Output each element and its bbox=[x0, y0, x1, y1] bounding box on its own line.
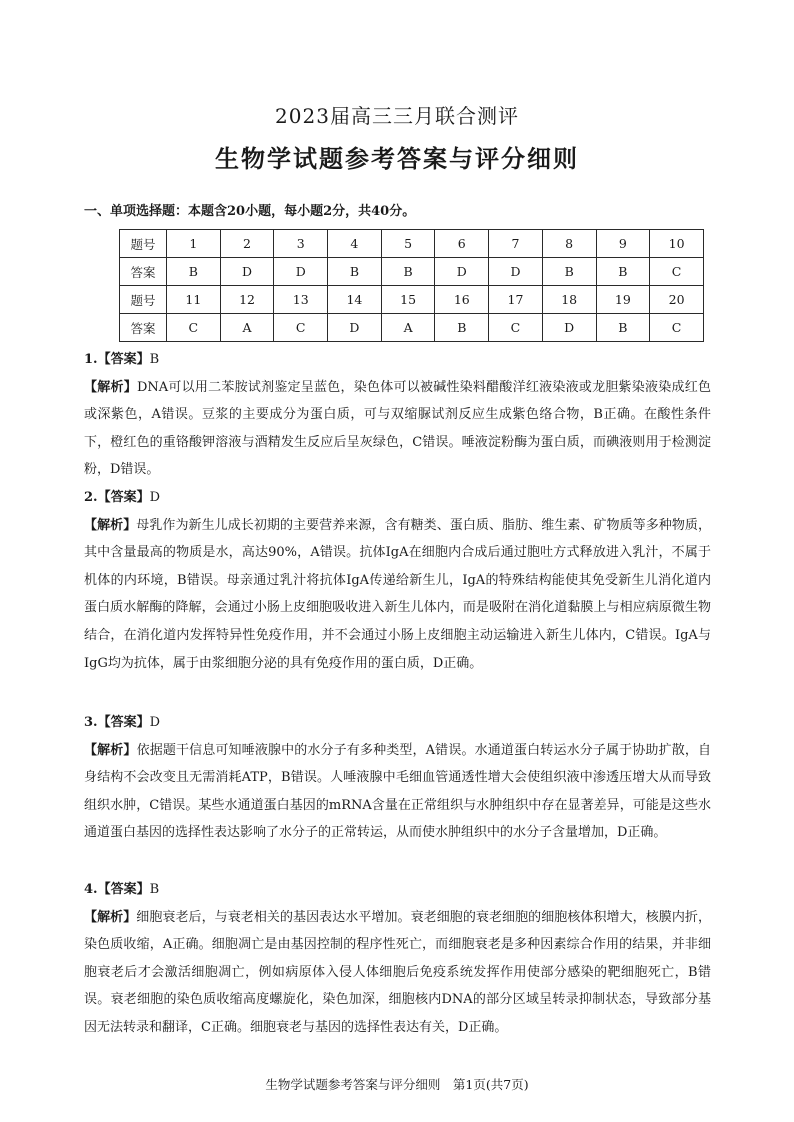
table-cell: 5 bbox=[381, 230, 435, 258]
row-header-cell: 题号 bbox=[120, 286, 167, 314]
table-cell: 1 bbox=[167, 230, 221, 258]
answer-table bbox=[119, 229, 704, 342]
document-title: 生物学试题参考答案与评分细则 bbox=[215, 145, 579, 173]
analysis-paragraph bbox=[84, 374, 711, 484]
page-footer: 生物学试题参考答案与评分细则 第1页(共7页) bbox=[265, 1077, 529, 1092]
question-number: 1. bbox=[84, 352, 98, 367]
table-cell: 14 bbox=[328, 286, 382, 314]
table-cell: B bbox=[167, 258, 221, 286]
table-cell: B bbox=[542, 258, 596, 286]
table-cell: 12 bbox=[220, 286, 274, 314]
answer-value: B bbox=[149, 882, 160, 897]
table-cell: 2 bbox=[220, 230, 274, 258]
table-cell: B bbox=[328, 258, 382, 286]
exam-title: 2023届高三三月联合测评 bbox=[275, 104, 519, 128]
table-cell: 7 bbox=[489, 230, 543, 258]
answer-line bbox=[84, 484, 711, 512]
analysis-text: DNA可以用二苯胺试剂鉴定呈蓝色，染色体可以被碱性染料醋酸洋红液染液或龙胆紫染液染成红色或深紫色，A错误。豆浆的主要成分为蛋白质，可与双缩脲试剂反应生成紫色络合物，B正确。在酸性条件下，橙红色的重铬酸钾溶液与酒精发生反应后呈灰绿色，C错误。唾液淀粉酶为蛋白质，而碘液则用于检测淀粉，D错误。 bbox=[84, 379, 711, 478]
table-cell: 4 bbox=[328, 230, 382, 258]
table-cell: 10 bbox=[650, 230, 704, 258]
table-row bbox=[120, 286, 704, 314]
analysis-label: 【解析】 bbox=[84, 909, 137, 925]
analysis-text: 母乳作为新生儿成长初期的主要营养来源，含有糖类、蛋白质、脂肪、维生素、矿物质等多种物质，其中含量最高的物质是水，高达90%，A错误。抗体IgA在细胞内合成后通过胞吐方式释放进入乳汁，不属于机体的内环境，B错误。母亲通过乳汁将抗体IgA传递给新生儿，IgA的特殊结构能使其免受新生儿消化道内蛋白质水解酶的降解，会通过小肠上皮细胞吸收进入新生儿体内，而是吸附在消化道黏膜上与相应病原微生物结合，在消化道内发挥特异性免疫作用，并不会通过小肠上皮细胞主动运输进入新生儿体内，C错误。IgA与IgG均为抗体，属于由浆细胞分泌的具有免疫作用的蛋白质，D正确。 bbox=[84, 517, 711, 671]
table-cell: 6 bbox=[435, 230, 489, 258]
table-cell: 18 bbox=[542, 286, 596, 314]
table-cell: D bbox=[328, 314, 382, 342]
row-header-cell: 答案 bbox=[120, 314, 167, 342]
answer-value: D bbox=[149, 715, 161, 730]
row-header-cell: 答案 bbox=[120, 258, 167, 286]
answer-label: 【答案】 bbox=[97, 715, 150, 730]
answer-value: D bbox=[149, 490, 161, 505]
analysis-paragraph bbox=[84, 737, 711, 847]
table-row bbox=[120, 258, 704, 286]
table-cell: B bbox=[596, 258, 650, 286]
table-cell: C bbox=[489, 314, 543, 342]
table-cell: B bbox=[596, 314, 650, 342]
question-block bbox=[84, 709, 711, 847]
table-cell: 15 bbox=[381, 286, 435, 314]
section-heading: 一、单项选择题：本题含20小题，每小题2分，共40分。 bbox=[84, 204, 416, 219]
answer-label: 【答案】 bbox=[97, 352, 150, 367]
table-cell: D bbox=[489, 258, 543, 286]
answer-line bbox=[84, 346, 711, 374]
table-cell: D bbox=[220, 258, 274, 286]
analysis-paragraph bbox=[84, 904, 711, 1042]
analysis-text: 细胞衰老后，与衰老相关的基因表达水平增加。衰老细胞的衰老细胞的细胞核体积增大，核膜内折，染色质收缩，A正确。细胞凋亡是由基因控制的程序性死亡，而细胞衰老是多种因素综合作用的结果，并非细胞衰老后才会激活细胞凋亡，例如病原体入侵人体细胞后免疫系统发挥作用使部分感染的靶细胞死亡，B错误。衰老细胞的染色质收缩高度螺旋化，染色加深，细胞核内DNA的部分区域呈转录抑制状态，导致部分基因无法转录和翻译，C正确。细胞衰老与基因的选择性表达有关，D正确。 bbox=[84, 909, 711, 1035]
analysis-text: 依据题干信息可知唾液腺中的水分子有多种类型，A错误。水通道蛋白转运水分子属于协助扩散，自身结构不会改变且无需消耗ATP，B错误。人唾液腺中毛细血管通透性增大会使组织液中渗透压增大从而导致组织水肿，C错误。某些水通道蛋白基因的mRNA含量在正常组织与水肿组织中存在显著差异，可能是这些水通道蛋白基因的选择性表达影响了水分子的正常转运，从而使水肿组织中的水分子含量增加，D正确。 bbox=[84, 742, 711, 841]
table-row bbox=[120, 230, 704, 258]
analysis-paragraph bbox=[84, 512, 711, 678]
table-cell: 17 bbox=[489, 286, 543, 314]
answer-value: B bbox=[149, 352, 160, 367]
analysis-label: 【解析】 bbox=[84, 517, 137, 533]
table-cell: 20 bbox=[650, 286, 704, 314]
table-row bbox=[120, 314, 704, 342]
answer-line bbox=[84, 876, 711, 904]
table-cell: A bbox=[220, 314, 274, 342]
question-block bbox=[84, 346, 711, 484]
table-cell: C bbox=[650, 314, 704, 342]
analysis-label: 【解析】 bbox=[84, 379, 137, 395]
question-block bbox=[84, 484, 711, 677]
table-cell: 13 bbox=[274, 286, 328, 314]
answer-label: 【答案】 bbox=[97, 490, 150, 505]
question-number: 3. bbox=[84, 715, 98, 730]
table-cell: C bbox=[274, 314, 328, 342]
answer-line bbox=[84, 709, 711, 737]
table-cell: 8 bbox=[542, 230, 596, 258]
table-cell: 9 bbox=[596, 230, 650, 258]
question-number: 4. bbox=[84, 882, 98, 897]
table-cell: C bbox=[167, 314, 221, 342]
answer-label: 【答案】 bbox=[97, 882, 150, 897]
table-cell: 19 bbox=[596, 286, 650, 314]
analysis-label: 【解析】 bbox=[84, 742, 137, 758]
table-cell: D bbox=[542, 314, 596, 342]
table-cell: C bbox=[650, 258, 704, 286]
table-cell: 16 bbox=[435, 286, 489, 314]
question-block bbox=[84, 876, 711, 1042]
table-cell: D bbox=[274, 258, 328, 286]
table-cell: D bbox=[435, 258, 489, 286]
question-number: 2. bbox=[84, 490, 98, 505]
table-cell: A bbox=[381, 314, 435, 342]
table-cell: 3 bbox=[274, 230, 328, 258]
row-header-cell: 题号 bbox=[120, 230, 167, 258]
table-cell: B bbox=[381, 258, 435, 286]
table-cell: 11 bbox=[167, 286, 221, 314]
table-cell: B bbox=[435, 314, 489, 342]
